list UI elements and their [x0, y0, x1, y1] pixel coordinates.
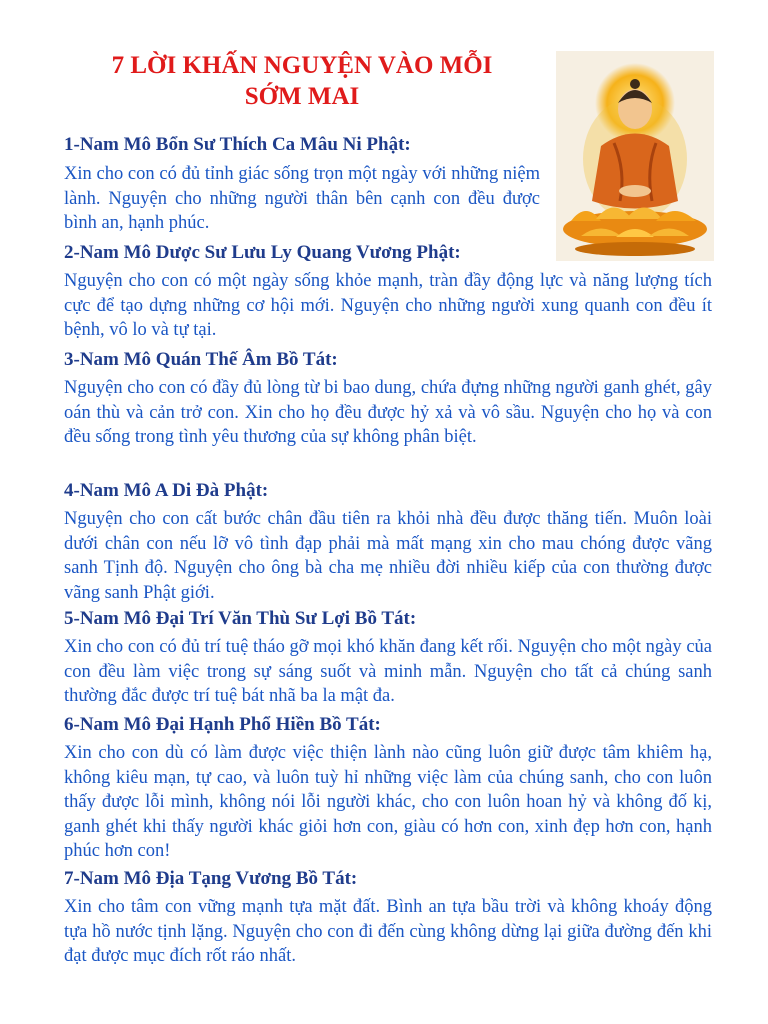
- prayer-text-5: Xin cho con có đủ trí tuệ tháo gỡ mọi khó khăn đang kết rối. Nguyện cho một ngày của con đều làm việc trong sự sáng suốt và minh mẫn. Nguyện cho tất cả chúng sanh thường đắc được trí tuệ bát nhã ba la mật đa.: [64, 637, 712, 706]
- prayer-heading-1: 1-Nam Mô Bổn Sư Thích Ca Mâu Ni Phật:: [64, 134, 411, 155]
- page-title: [62, 50, 542, 112]
- title-line-2: SỚM MAI: [244, 83, 360, 110]
- buddha-illustration: [556, 51, 714, 261]
- prayer-text-6: Xin cho con dù có làm được việc thiện lành nào cũng luôn giữ được tâm khiêm hạ, không kiêu mạn, tự cao, và luôn tuỳ hỉ những việc làm của chúng sanh, cho con luôn thấy được lỗi mình, không nói lỗi người khác, cho con luôn hoan hỷ và không đố kị, ganh ghét khi thấy người khác giỏi hơn con, giàu có hơn con, xinh đẹp hơn con, hạnh phúc hơn con!: [64, 743, 712, 861]
- prayer-text-3: Nguyện cho con có đầy đủ lòng từ bi bao dung, chứa đựng những người ganh ghét, gây oán thù và cản trở con. Xin cho họ đều được hỷ xả và vô sầu. Nguyện cho họ và con đều sống trong tình yêu thương của sự không phân biệt.: [64, 378, 712, 447]
- buddha-image: [556, 51, 714, 261]
- prayer-heading-3: 3-Nam Mô Quán Thế Âm Bồ Tát:: [64, 349, 338, 370]
- prayer-heading-7: 7-Nam Mô Địa Tạng Vương Bồ Tát:: [64, 868, 358, 889]
- lotus-shape: [563, 208, 707, 257]
- prayer-heading-2: 2-Nam Mô Dược Sư Lưu Ly Quang Vương Phật:: [64, 242, 461, 263]
- prayer-text-7: Xin cho tâm con vững mạnh tựa mặt đất. Bình an tựa bầu trời và không khoáy động tựa hồ nước tịnh lặng. Nguyện cho con đi đến cùng không dừng lại giữa đường đến khi đạt được mục đích rốt ráo nhất.: [64, 897, 712, 966]
- title-line-1: 7 LỜI KHẤN NGUYỆN VÀO MỖI: [111, 52, 493, 79]
- prayer-heading-6: 6-Nam Mô Đại Hạnh Phổ Hiền Bồ Tát:: [64, 714, 381, 735]
- prayer-heading-4: 4-Nam Mô A Di Đà Phật:: [64, 480, 269, 501]
- robe-shape: [592, 134, 678, 209]
- prayer-text-2: Nguyện cho con có một ngày sống khỏe mạnh, tràn đầy động lực và năng lượng tích cực để tạo dựng những cơ hội mới. Nguyện cho những người xung quanh con đều ít bệnh, vô lo và tự tại.: [64, 271, 712, 340]
- prayer-text-1: Xin cho con có đủ tỉnh giác sống trọn một ngày với những niệm lành. Nguyện cho những người thân bên cạnh con đều được bình an, hạnh phúc.: [64, 164, 540, 233]
- prayer-heading-5: 5-Nam Mô Đại Trí Văn Thù Sư Lợi Bồ Tát:: [64, 608, 417, 629]
- prayer-text-4: Nguyện cho con cất bước chân đầu tiên ra khỏi nhà đều được thăng tiến. Muôn loài dưới chân con nếu lỡ vô tình đạp phải mà mất mạng xin cho mau chóng được vãng sanh Tịnh độ. Nguyện cho ông bà cha mẹ nhiều đời nhiều kiếp của con thường được vãng sanh Phật giới.: [64, 509, 712, 603]
